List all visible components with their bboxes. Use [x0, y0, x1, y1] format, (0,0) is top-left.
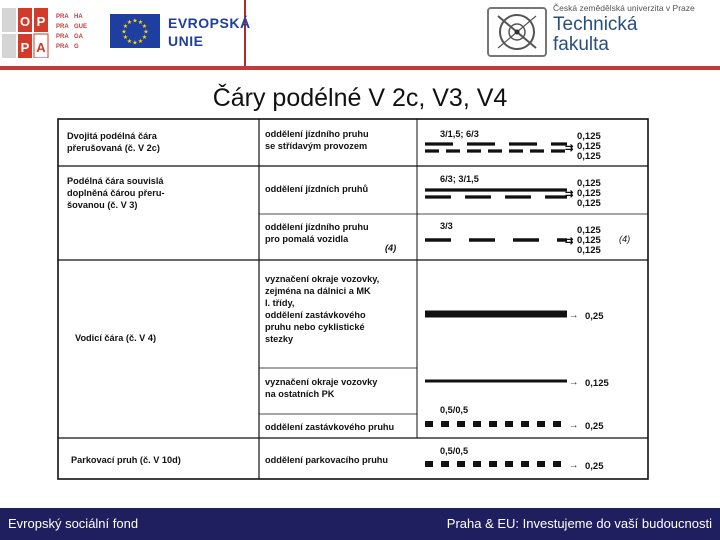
width-value: 0,125 [577, 198, 601, 209]
row-label-right: pro pomalá vozidla [265, 234, 349, 244]
praha-grid-cell: PRA [56, 44, 69, 50]
eu-star-icon: ★ [121, 29, 127, 36]
arrow-icon: ⇉ [565, 236, 574, 247]
width-value: 0,125 [585, 378, 609, 389]
praha-grid-cell: PRA [56, 34, 69, 40]
eu-star-icon: ★ [141, 35, 148, 41]
row-label-right: vyznačení okraje vozovky, [265, 274, 380, 284]
eu-star-icon: ★ [132, 40, 138, 47]
pattern-code: 0,5/0,5 [440, 446, 469, 456]
eu-text [168, 14, 251, 50]
eu-star-icon: ★ [141, 24, 148, 30]
width-value: 0,25 [585, 421, 604, 432]
header-bar [0, 0, 720, 70]
row-label-right: oddělení jízdního pruhu [265, 129, 369, 139]
tf-emblem-icon [486, 6, 548, 58]
row-label-right: oddělení parkovacího pruhu [265, 455, 389, 465]
pattern-code: 0,5/0,5 [440, 405, 469, 415]
eu-star-icon: ★ [137, 39, 144, 45]
width-value: 0,125 [577, 245, 601, 256]
praha-grid-cell: GA [74, 34, 83, 40]
row-label-left: přerušovaná (č. V 2c) [67, 143, 160, 153]
width-value: 0,125 [577, 141, 601, 152]
row-label-left: šovanou (č. V 3) [67, 200, 138, 210]
footer-right-text: Praha & EU: Investujeme do vaší budoucnosti [446, 516, 712, 531]
arrow-icon: → [569, 420, 579, 431]
opp-letter: A [36, 40, 46, 55]
road-marking-table [57, 118, 649, 480]
width-value: 0,125 [577, 131, 601, 142]
opp-letter: P [36, 14, 46, 29]
pattern-code: 6/3; 3/1,5 [440, 174, 479, 184]
tf-line: Technická [553, 14, 638, 35]
row-label-left: Vodicí čára (č. V 4) [75, 333, 157, 343]
width-value: 0,125 [577, 225, 601, 236]
pattern-code: 3/3 [440, 221, 453, 231]
praha-grid-cell: PRA [56, 14, 69, 20]
row-label-right: oddělení zastávkového [265, 310, 366, 320]
width-value: 0,25 [585, 311, 604, 322]
row-label-left: Podélná čára souvislá [67, 176, 164, 186]
width-value: 0,125 [577, 151, 601, 162]
praha-text-grid [56, 14, 87, 50]
row-label-right: se střídavým provozem [265, 141, 368, 151]
arrow-icon: ⇉ [565, 143, 574, 154]
row-label-left: Dvojitá podélná čára [67, 131, 157, 141]
arrow-icon: → [569, 377, 579, 388]
width-value: 0,125 [577, 235, 601, 246]
width-value: 0,125 [577, 178, 601, 189]
eu-text-line: EVROPSKÁ [168, 15, 251, 31]
eu-star-icon: ★ [137, 20, 144, 26]
row-label-right: zejména na dálnici a MK [265, 286, 371, 296]
eu-text-line: UNIE [168, 33, 204, 49]
footer-bar [0, 508, 720, 540]
eu-flag-icon [110, 14, 160, 48]
eu-star-icon: ★ [126, 39, 133, 45]
row-label-right: na ostatních PK [265, 389, 335, 399]
row-label-left: doplněná čárou přeru- [67, 188, 165, 198]
footer-left-text: Evropský sociální fond [8, 516, 139, 531]
header-divider [0, 66, 720, 70]
tf-faculty-name [553, 15, 638, 55]
footnote-ref: (4) [385, 243, 397, 253]
width-value: 0,125 [577, 188, 601, 199]
praha-grid-cell: G [74, 44, 79, 50]
width-value: 0,25 [585, 461, 604, 472]
arrow-icon: ⇉ [565, 189, 574, 200]
eu-star-icon: ★ [126, 20, 133, 26]
tf-line: fakulta [553, 34, 609, 55]
row-label-right: oddělení jízdního pruhu [265, 222, 369, 232]
row-label-right: vyznačení okraje vozovky [265, 377, 378, 387]
row-label-right: oddělení jízdních pruhů [265, 184, 369, 194]
row-label-left: Parkovací pruh (č. V 10d) [71, 455, 181, 465]
eu-star-icon: ★ [122, 24, 129, 30]
praha-grid-cell: HA [74, 14, 83, 20]
eu-star-icon: ★ [122, 35, 129, 41]
arrow-icon: → [569, 310, 579, 321]
eu-logo [102, 0, 251, 66]
eu-star-icon: ★ [132, 18, 138, 25]
row-label-right: oddělení zastávkového pruhu [265, 422, 395, 432]
opp-praha-logo [2, 8, 98, 58]
row-label-right: stezky [265, 334, 294, 344]
eu-star-icon: ★ [143, 29, 149, 36]
row-label-right: I. třídy, [265, 298, 295, 308]
page-title: Čáry podélné V 2c, V3, V4 [212, 84, 508, 112]
footnote-ref: (4) [619, 234, 631, 244]
opp-letter: P [20, 40, 30, 55]
row-label-right: pruhu nebo cyklistické [265, 322, 365, 332]
tf-university-name: Česká zemědělská univerzita v Praze [553, 3, 695, 13]
opp-letter: O [19, 14, 31, 29]
praha-grid-cell: GUE [74, 24, 88, 30]
praha-grid-cell: PRA [56, 24, 69, 30]
pattern-code: 3/1,5; 6/3 [440, 129, 479, 139]
arrow-icon: → [569, 460, 579, 471]
